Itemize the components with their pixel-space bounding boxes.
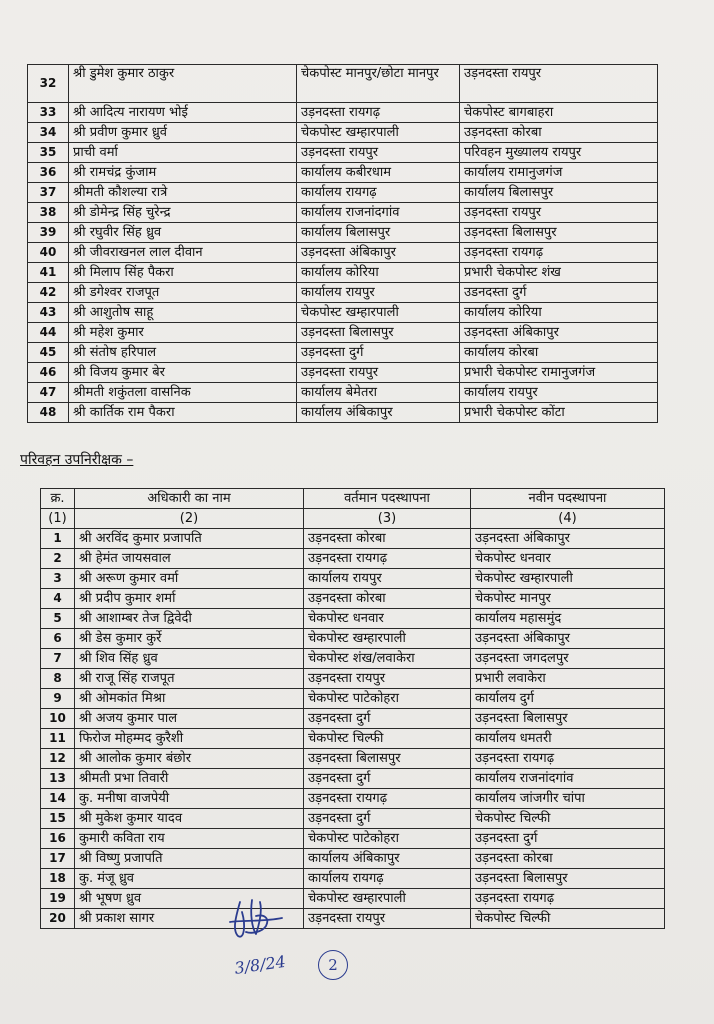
new-posting-cell: कार्यालय बिलासपुर xyxy=(460,183,658,203)
officer-name-cell: श्री मुकेश कुमार यादव xyxy=(75,809,304,829)
table-row xyxy=(28,143,658,163)
table-row xyxy=(28,123,658,143)
table-row xyxy=(41,869,665,889)
table-row xyxy=(41,649,665,669)
table2-column-index-row xyxy=(41,509,665,529)
serial-cell: 40 xyxy=(28,243,69,263)
current-posting-cell: उड़नदस्ता दुर्ग xyxy=(304,809,471,829)
officer-name-cell: श्री आलोक कुमार बंछोर xyxy=(75,749,304,769)
serial-cell: 46 xyxy=(28,363,69,383)
current-posting-cell: कार्यालय रायगढ़ xyxy=(304,869,471,889)
officer-name-cell: श्री ओमकांत मिश्रा xyxy=(75,689,304,709)
table-row xyxy=(28,323,658,343)
serial-cell: 6 xyxy=(41,629,75,649)
officer-name-cell: श्री राजू सिंह राजपूत xyxy=(75,669,304,689)
serial-cell: 15 xyxy=(41,809,75,829)
serial-cell: 7 xyxy=(41,649,75,669)
officer-name-cell: श्री आदित्य नारायण भोई xyxy=(69,103,297,123)
current-posting-cell: कार्यालय अंबिकापुर xyxy=(304,849,471,869)
header-current-posting: वर्तमान पदस्थापना xyxy=(304,489,471,509)
table-row xyxy=(28,283,658,303)
table-row xyxy=(41,849,665,869)
new-posting-cell: उड़नदस्ता बिलासपुर xyxy=(471,869,665,889)
new-posting-cell: चेकपोस्ट बागबाहरा xyxy=(460,103,658,123)
table2-body xyxy=(41,529,665,929)
table-row xyxy=(41,909,665,929)
serial-cell: 35 xyxy=(28,143,69,163)
new-posting-cell: कार्यालय जांजगीर चांपा xyxy=(471,789,665,809)
new-posting-cell: उड़नदस्ता अंबिकापुर xyxy=(471,529,665,549)
table1-body xyxy=(28,65,658,423)
officer-name-cell: प्राची वर्मा xyxy=(69,143,297,163)
table-row xyxy=(28,103,658,123)
serial-cell: 32 xyxy=(28,65,69,103)
new-posting-cell: चेकपोस्ट चिल्फी xyxy=(471,909,665,929)
serial-cell: 36 xyxy=(28,163,69,183)
officer-name-cell: श्री रघुवीर सिंह ध्रुव xyxy=(69,223,297,243)
new-posting-cell: परिवहन मुख्यालय रायपुर xyxy=(460,143,658,163)
serial-cell: 18 xyxy=(41,869,75,889)
table-row xyxy=(28,243,658,263)
officer-transfer-table-continued xyxy=(27,64,658,423)
officer-name-cell: श्री प्रकाश सागर xyxy=(75,909,304,929)
table-row xyxy=(28,343,658,363)
current-posting-cell: चेकपोस्ट पाटेकोहरा xyxy=(304,829,471,849)
table-row xyxy=(28,203,658,223)
serial-cell: 4 xyxy=(41,589,75,609)
new-posting-cell: चेकपोस्ट धनवार xyxy=(471,549,665,569)
officer-name-cell: श्री विजय कुमार बेर xyxy=(69,363,297,383)
current-posting-cell: उड़नदस्ता अंबिकापुर xyxy=(297,243,460,263)
current-posting-cell: उड़नदस्ता रायपुर xyxy=(304,669,471,689)
table-row xyxy=(28,303,658,323)
current-posting-cell: चेकपोस्ट चिल्फी xyxy=(304,729,471,749)
table-row xyxy=(41,569,665,589)
new-posting-cell: उड़नदस्ता जगदलपुर xyxy=(471,649,665,669)
new-posting-cell: कार्यालय कोरबा xyxy=(460,343,658,363)
new-posting-cell: उड़नदस्ता बिलासपुर xyxy=(460,223,658,243)
table-row xyxy=(41,829,665,849)
serial-cell: 33 xyxy=(28,103,69,123)
serial-cell: 16 xyxy=(41,829,75,849)
officer-name-cell: श्री डोमेन्द्र सिंह चुरेन्द्र xyxy=(69,203,297,223)
serial-cell: 19 xyxy=(41,889,75,909)
serial-cell: 5 xyxy=(41,609,75,629)
table-row xyxy=(41,689,665,709)
serial-cell: 9 xyxy=(41,689,75,709)
table-row xyxy=(41,889,665,909)
table-row xyxy=(28,65,658,103)
new-posting-cell: कार्यालय राजनांदगांव xyxy=(471,769,665,789)
serial-cell: 44 xyxy=(28,323,69,343)
table-row xyxy=(28,403,658,423)
new-posting-cell: चेकपोस्ट चिल्फी xyxy=(471,809,665,829)
current-posting-cell: चेकपोस्ट धनवार xyxy=(304,609,471,629)
current-posting-cell: कार्यालय बिलासपुर xyxy=(297,223,460,243)
new-posting-cell: प्रभारी चेकपोस्ट रामानुजगंज xyxy=(460,363,658,383)
serial-cell: 10 xyxy=(41,709,75,729)
new-posting-cell: चेकपोस्ट मानपुर xyxy=(471,589,665,609)
current-posting-cell: चेकपोस्ट पाटेकोहरा xyxy=(304,689,471,709)
col-index-1: (1) xyxy=(41,509,75,529)
serial-cell: 20 xyxy=(41,909,75,929)
table-row xyxy=(41,789,665,809)
new-posting-cell: उड़नदस्ता रायपुर xyxy=(460,65,658,103)
officer-name-cell: श्रीमती कौशल्या रात्रे xyxy=(69,183,297,203)
new-posting-cell: कार्यालय रायपुर xyxy=(460,383,658,403)
new-posting-cell: उड़नदस्ता रायगढ़ xyxy=(471,749,665,769)
serial-cell: 8 xyxy=(41,669,75,689)
current-posting-cell: कार्यालय कबीरधाम xyxy=(297,163,460,183)
new-posting-cell: कार्यालय दुर्ग xyxy=(471,689,665,709)
current-posting-cell: चेकपोस्ट खम्हारपाली xyxy=(304,889,471,909)
current-posting-cell: कार्यालय बेमेतरा xyxy=(297,383,460,403)
serial-cell: 2 xyxy=(41,549,75,569)
table-row xyxy=(28,163,658,183)
officer-name-cell: श्री मिलाप सिंह पैकरा xyxy=(69,263,297,283)
serial-cell: 42 xyxy=(28,283,69,303)
officer-name-cell: श्रीमती शकुंतला वासनिक xyxy=(69,383,297,403)
table-row xyxy=(28,363,658,383)
current-posting-cell: कार्यालय रायपुर xyxy=(297,283,460,303)
table-row xyxy=(41,589,665,609)
officer-name-cell: कु. मनीषा वाजपेयी xyxy=(75,789,304,809)
table-row xyxy=(41,609,665,629)
current-posting-cell: चेकपोस्ट खम्हारपाली xyxy=(297,123,460,143)
current-posting-cell: उड़नदस्ता कोरबा xyxy=(304,529,471,549)
table-row xyxy=(28,223,658,243)
current-posting-cell: उड़नदस्ता कोरबा xyxy=(304,589,471,609)
table-row xyxy=(28,263,658,283)
officer-name-cell: श्रीमती प्रभा तिवारी xyxy=(75,769,304,789)
serial-cell: 17 xyxy=(41,849,75,869)
header-officer-name: अधिकारी का नाम xyxy=(75,489,304,509)
current-posting-cell: कार्यालय कोरिया xyxy=(297,263,460,283)
officer-name-cell: श्री संतोष हरिपाल xyxy=(69,343,297,363)
officer-name-cell: श्री डेस कुमार कुर्रे xyxy=(75,629,304,649)
serial-cell: 37 xyxy=(28,183,69,203)
officer-name-cell: श्री शिव सिंह ध्रुव xyxy=(75,649,304,669)
current-posting-cell: उड़नदस्ता रायगढ़ xyxy=(304,789,471,809)
current-posting-cell: उड़नदस्ता दुर्ग xyxy=(304,769,471,789)
table-row xyxy=(28,383,658,403)
current-posting-cell: चेकपोस्ट मानपुर/छोटा मानपुर xyxy=(297,65,460,103)
officer-name-cell: श्री अजय कुमार पाल xyxy=(75,709,304,729)
new-posting-cell: प्रभारी चेकपोस्ट कोंटा xyxy=(460,403,658,423)
new-posting-cell: कार्यालय कोरिया xyxy=(460,303,658,323)
col-index-3: (3) xyxy=(304,509,471,529)
officer-name-cell: श्री आशाम्बर तेज द्विवेदी xyxy=(75,609,304,629)
col-index-4: (4) xyxy=(471,509,665,529)
current-posting-cell: उड़नदस्ता बिलासपुर xyxy=(304,749,471,769)
serial-cell: 39 xyxy=(28,223,69,243)
officer-name-cell: श्री हेमंत जायसवाल xyxy=(75,549,304,569)
current-posting-cell: कार्यालय अंबिकापुर xyxy=(297,403,460,423)
new-posting-cell: उडनदस्ता दुर्ग xyxy=(460,283,658,303)
officer-name-cell: श्री डुमेश कुमार ठाकुर xyxy=(69,65,297,103)
table-row xyxy=(41,529,665,549)
serial-cell: 12 xyxy=(41,749,75,769)
new-posting-cell: प्रभारी चेकपोस्ट शंख xyxy=(460,263,658,283)
serial-cell: 47 xyxy=(28,383,69,403)
sub-inspector-transfer-table xyxy=(40,488,665,929)
officer-name-cell: श्री जीवराखनल लाल दीवान xyxy=(69,243,297,263)
officer-name-cell: श्री डगेश्वर राजपूत xyxy=(69,283,297,303)
officer-name-cell: श्री रामचंद्र कुंजाम xyxy=(69,163,297,183)
serial-cell: 48 xyxy=(28,403,69,423)
handwritten-signature xyxy=(222,892,302,984)
officer-name-cell: श्री अरूण कुमार वर्मा xyxy=(75,569,304,589)
serial-cell: 38 xyxy=(28,203,69,223)
current-posting-cell: चेकपोस्ट खम्हारपाली xyxy=(297,303,460,323)
current-posting-cell: उड़नदस्ता रायपुर xyxy=(297,143,460,163)
table-row xyxy=(28,183,658,203)
new-posting-cell: कार्यालय धमतरी xyxy=(471,729,665,749)
new-posting-cell: उड़नदस्ता रायगढ़ xyxy=(460,243,658,263)
serial-cell: 1 xyxy=(41,529,75,549)
table2-header-row xyxy=(41,489,665,509)
officer-name-cell: फिरोज मोहम्मद कुरैशी xyxy=(75,729,304,749)
new-posting-cell: कार्यालय रामानुजगंज xyxy=(460,163,658,183)
new-posting-cell: प्रभारी लवाकेरा xyxy=(471,669,665,689)
table-row xyxy=(41,729,665,749)
new-posting-cell: उड़नदस्ता रायगढ़ xyxy=(471,889,665,909)
table-row xyxy=(41,709,665,729)
serial-cell: 14 xyxy=(41,789,75,809)
table-row xyxy=(41,749,665,769)
current-posting-cell: कार्यालय राजनांदगांव xyxy=(297,203,460,223)
new-posting-cell: उड़नदस्ता अंबिकापुर xyxy=(471,629,665,649)
officer-name-cell: श्री कार्तिक राम पैकरा xyxy=(69,403,297,423)
new-posting-cell: उड़नदस्ता बिलासपुर xyxy=(471,709,665,729)
new-posting-cell: उड़नदस्ता रायपुर xyxy=(460,203,658,223)
officer-name-cell: श्री आशुतोष साहू xyxy=(69,303,297,323)
header-new-posting: नवीन पदस्थापना xyxy=(471,489,665,509)
current-posting-cell: उड़नदस्ता रायगढ़ xyxy=(304,549,471,569)
officer-name-cell: श्री प्रदीप कुमार शर्मा xyxy=(75,589,304,609)
serial-cell: 45 xyxy=(28,343,69,363)
serial-cell: 34 xyxy=(28,123,69,143)
current-posting-cell: चेकपोस्ट खम्हारपाली xyxy=(304,629,471,649)
table-row xyxy=(41,549,665,569)
new-posting-cell: उड़नदस्ता कोरबा xyxy=(460,123,658,143)
current-posting-cell: उड़नदस्ता रायपुर xyxy=(297,363,460,383)
officer-name-cell: श्री विष्णु प्रजापति xyxy=(75,849,304,869)
current-posting-cell: उड़नदस्ता दुर्ग xyxy=(297,343,460,363)
serial-cell: 13 xyxy=(41,769,75,789)
current-posting-cell: उड़नदस्ता रायपुर xyxy=(304,909,471,929)
new-posting-cell: कार्यालय महासमुंद xyxy=(471,609,665,629)
new-posting-cell: उड़नदस्ता कोरबा xyxy=(471,849,665,869)
serial-cell: 11 xyxy=(41,729,75,749)
signature-date: 3/8/24 xyxy=(233,951,287,978)
section-heading: परिवहन उपनिरीक्षक – xyxy=(20,452,134,468)
officer-name-cell: श्री प्रवीण कुमार ध्रुर्व xyxy=(69,123,297,143)
table-row xyxy=(41,629,665,649)
serial-cell: 41 xyxy=(28,263,69,283)
table-row xyxy=(41,669,665,689)
page-number: 2 xyxy=(318,950,348,980)
officer-name-cell: श्री अरविंद कुमार प्रजापति xyxy=(75,529,304,549)
current-posting-cell: कार्यालय रायगढ़ xyxy=(297,183,460,203)
new-posting-cell: चेकपोस्ट खम्हारपाली xyxy=(471,569,665,589)
current-posting-cell: कार्यालय रायपुर xyxy=(304,569,471,589)
col-index-2: (2) xyxy=(75,509,304,529)
new-posting-cell: उड़नदस्ता दुर्ग xyxy=(471,829,665,849)
current-posting-cell: उड़नदस्ता बिलासपुर xyxy=(297,323,460,343)
header-serial: क्र. xyxy=(41,489,75,509)
officer-name-cell: श्री महेश कुमार xyxy=(69,323,297,343)
table-row xyxy=(41,769,665,789)
officer-name-cell: श्री भूषण ध्रुव xyxy=(75,889,304,909)
current-posting-cell: उड़नदस्ता रायगढ़ xyxy=(297,103,460,123)
officer-name-cell: कु. मंजू ध्रुव xyxy=(75,869,304,889)
new-posting-cell: उड़नदस्ता अंबिकापुर xyxy=(460,323,658,343)
table-row xyxy=(41,809,665,829)
current-posting-cell: उड़नदस्ता दुर्ग xyxy=(304,709,471,729)
officer-name-cell: कुमारी कविता राय xyxy=(75,829,304,849)
current-posting-cell: चेकपोस्ट शंख/लवाकेरा xyxy=(304,649,471,669)
serial-cell: 43 xyxy=(28,303,69,323)
serial-cell: 3 xyxy=(41,569,75,589)
